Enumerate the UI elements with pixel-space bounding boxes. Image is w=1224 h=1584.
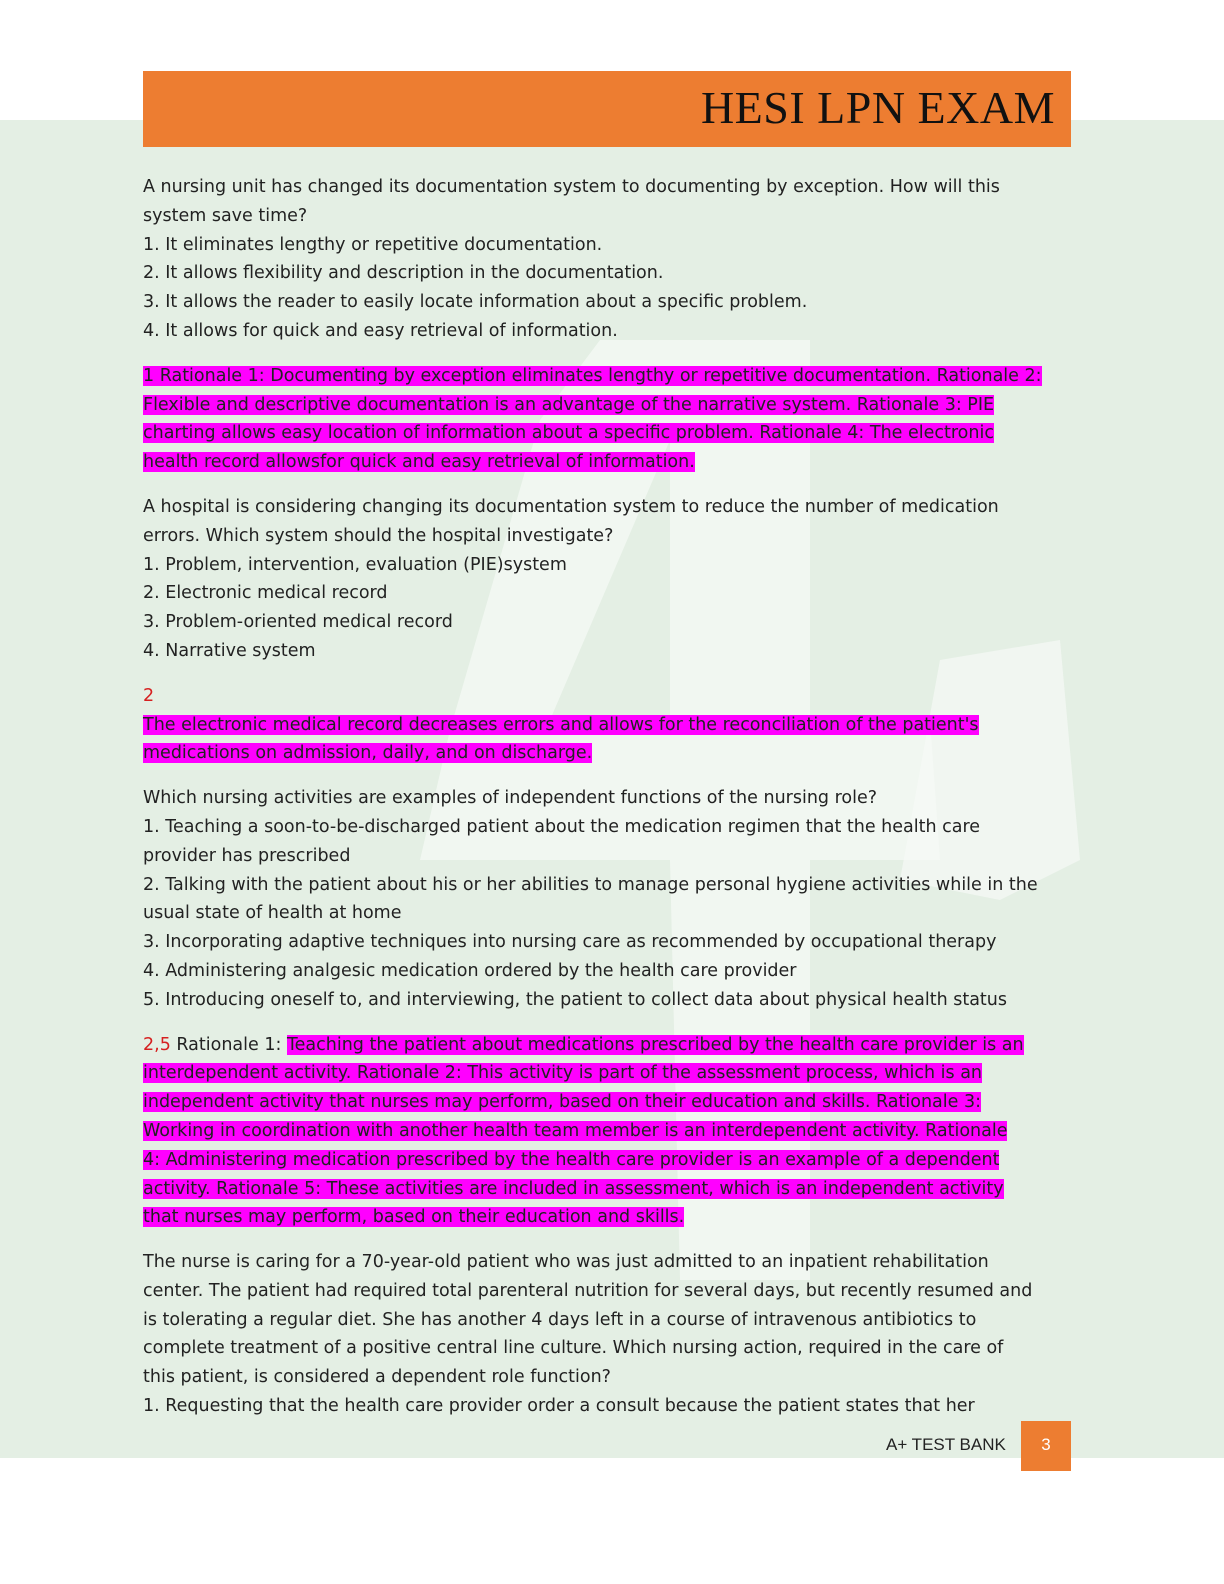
question-stem-line: errors. Which system should the hospital investigate?	[143, 525, 614, 546]
rationale-line: 4: Administering medication prescribed by the health care provider is an example of a dependent	[143, 1149, 1000, 1170]
answer-option: 3. Incorporating adaptive techniques into nursing care as recommended by occupational therapy	[143, 932, 997, 953]
page-title: HESI LPN EXAM	[700, 82, 1055, 133]
question-3	[143, 784, 1073, 1014]
answer-option: 4. Administering analgesic medication ordered by the health care provider	[143, 960, 797, 981]
question-1	[143, 173, 1073, 346]
question-stem-line: Which nursing activities are examples of independent functions of the nursing role?	[143, 788, 878, 809]
answer-option: usual state of health at home	[143, 903, 402, 924]
question-stem-line: A nursing unit has changed its documentation system to documenting by exception. How will this	[143, 177, 1000, 197]
answer-option: 4. Narrative system	[143, 640, 316, 661]
rationale-line: activity. Rationale 5: These activities are included in assessment, which is an independent activity	[143, 1178, 1004, 1199]
question-stem-line: A hospital is considering changing its documentation system to reduce the number of medication	[143, 496, 999, 517]
answer-2	[143, 682, 1073, 768]
answer-option: 1. Problem, intervention, evaluation (PIE)system	[143, 554, 567, 575]
rationale-line: 1 Rationale 1: Documenting by exception eliminates lengthy or repetitive documentation. Rationale 2:	[143, 365, 1042, 386]
question-stem-line: this patient, is considered a dependent role function?	[143, 1367, 611, 1388]
rationale-line: charting allows easy location of information about a specific problem. Rationale 4: The electronic	[143, 423, 994, 444]
rationale-line: interdependent activity. Rationale 2: This activity is part of the assessment process, which is an	[143, 1063, 983, 1084]
rationale-line: health record allowsfor quick and easy retrieval of information.	[143, 452, 695, 473]
rationale-line: The electronic medical record decreases errors and allows for the reconciliation of the patient's	[143, 714, 979, 735]
answer-option: 1. It eliminates lengthy or repetitive documentation.	[143, 234, 603, 255]
question-stem-line: complete treatment of a positive central line culture. Which nursing action, required in the care of	[143, 1338, 1004, 1359]
question-stem-line: system save time?	[143, 205, 308, 226]
answer-option: 2. Electronic medical record	[143, 583, 388, 604]
rationale-line: Teaching the patient about medications prescribed by the health care provider is an	[286, 1034, 1024, 1055]
answer-option: 2. It allows flexibility and description in the documentation.	[143, 263, 664, 284]
answer-option: 1. Teaching a soon-to-be-discharged patient about the medication regimen that the health care	[143, 816, 981, 837]
answer-option: 1. Requesting that the health care provider order a consult because the patient states that her	[143, 1396, 975, 1417]
answer-option: 3. Problem-oriented medical record	[143, 612, 453, 633]
rationale-line: medications on admission, daily, and on discharge.	[143, 743, 593, 764]
page-number: 3	[1041, 1435, 1051, 1454]
header-bar	[143, 71, 1071, 147]
question-stem-line: is tolerating a regular diet. She has another 4 days left in a course of intravenous antibiotics to	[143, 1309, 977, 1330]
question-stem-line: The nurse is caring for a 70-year-old patient who was just admitted to an inpatient rehabilitation	[143, 1252, 989, 1273]
rationale-line: Working in coordination with another health team member is an interdependent activity. Rationale	[143, 1120, 1008, 1141]
answer-option: 3. It allows the reader to easily locate information about a specific problem.	[143, 292, 808, 313]
document-body	[143, 173, 1073, 1437]
question-stem-line: center. The patient had required total parenteral nutrition for several days, but recently resumed and	[143, 1280, 1033, 1301]
answer-option: provider has prescribed	[143, 845, 351, 866]
answer-3	[143, 1031, 1073, 1233]
rationale-prefix: Rationale 1:	[170, 1034, 287, 1055]
answer-key: 2,5	[143, 1034, 171, 1055]
answer-option: 4. It allows for quick and easy retrieval of information.	[143, 320, 618, 341]
rationale-line: Flexible and descriptive documentation is an advantage of the narrative system. Rationale 3: PIE	[143, 394, 995, 415]
rationale-line: independent activity that nurses may perform, based on their education and skills. Rationale 3:	[143, 1092, 982, 1113]
rationale-line: that nurses may perform, based on their education and skills.	[143, 1207, 685, 1228]
answer-option: 5. Introducing oneself to, and interviewing, the patient to collect data about physical health status	[143, 989, 1008, 1010]
answer-1	[143, 362, 1073, 477]
page-number-box	[1021, 1421, 1071, 1471]
answer-key: 2	[143, 685, 155, 706]
question-2	[143, 493, 1073, 666]
question-4	[143, 1248, 1073, 1421]
footer-label: A+ TEST BANK	[886, 1435, 1006, 1454]
answer-option: 2. Talking with the patient about his or her abilities to manage personal hygiene activities while in the	[143, 874, 1038, 895]
